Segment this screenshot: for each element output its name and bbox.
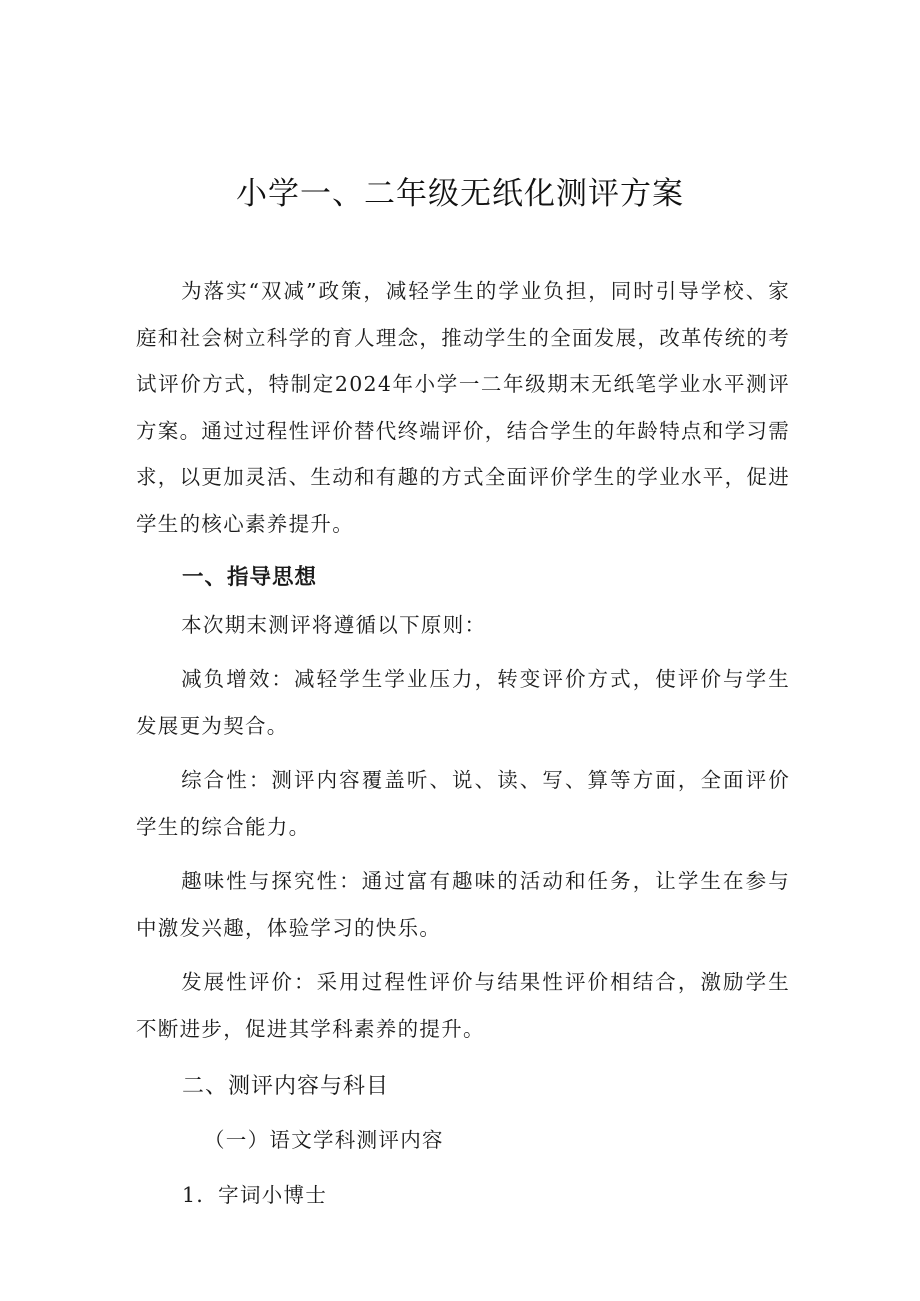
section-heading-guiding-ideas: 一、指导思想	[182, 565, 318, 590]
principle-paragraph: 发展性评价：采用过程性评价与结果性评价相结合，激励学生不断进步，促进其学科素养的提升。	[136, 970, 790, 1041]
principle-paragraph: 减负增效：减轻学生学业压力，转变评价方式，使评价与学生发展更为契合。	[136, 667, 790, 738]
intro-paragraph: 为落实“双减”政策，减轻学生的学业负担，同时引导学校、家庭和社会树立科学的育人理念，推动学生的全面发展，改革传统的考试评价方式，特制定2024年小学一二年级期末无纸笔学业水平测评方案。通过过程性评价替代终端评价，结合学生的年龄特点和学习需求，以更加灵活、生动和有趣的方式全面评价学生的学业水平，促进学生的核心素养提升。	[136, 279, 790, 536]
principle-paragraph: 趣味性与探究性：通过富有趣味的活动和任务，让学生在参与中激发兴趣，体验学习的快乐。	[136, 869, 790, 940]
subsection-heading-chinese: （一）语文学科测评内容	[204, 1128, 444, 1152]
section-heading-content-subjects: 二、测评内容与科目	[182, 1074, 390, 1099]
document-body	[136, 268, 790, 1224]
principle-paragraph: 综合性：测评内容覆盖听、说、读、写、算等方面，全面评价学生的综合能力。	[136, 768, 790, 839]
principles-lead: 本次期末测评将遵循以下原则：	[181, 612, 487, 637]
document-title: 小学一、二年级无纸化测评方案	[236, 176, 684, 212]
list-item: 1．字词小博士	[182, 1183, 328, 1207]
